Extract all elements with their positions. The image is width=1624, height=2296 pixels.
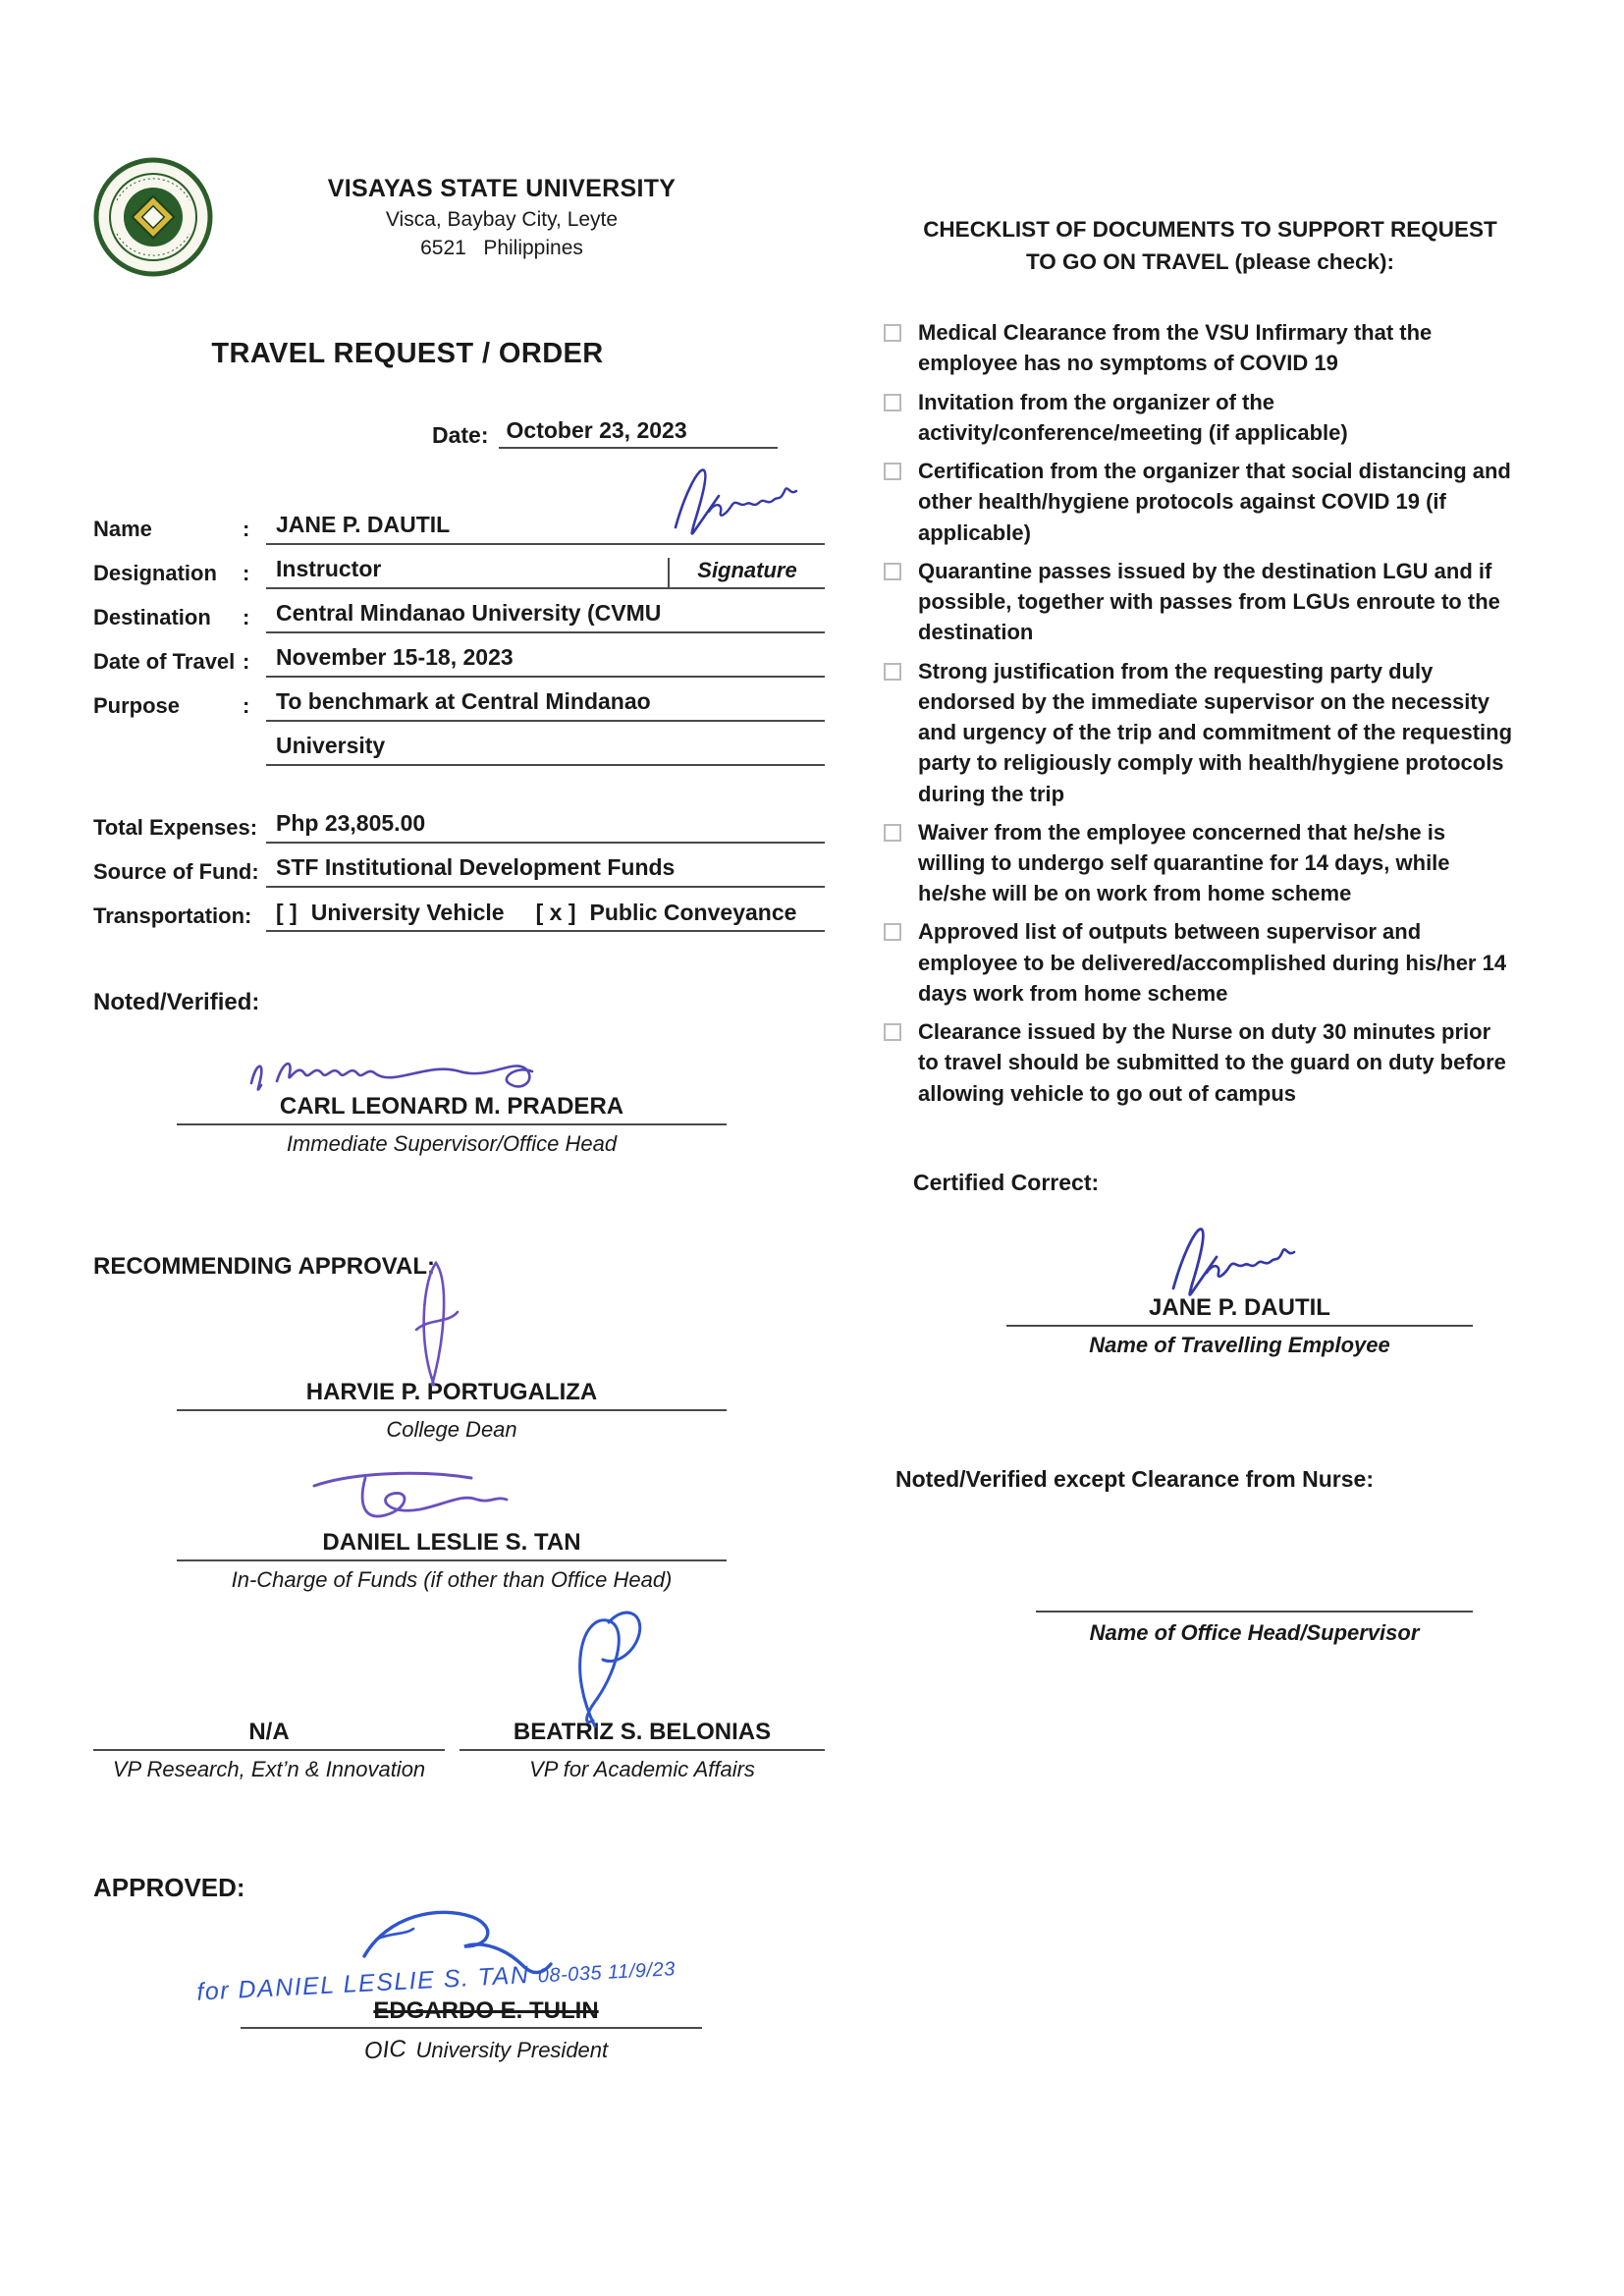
checklist-heading-line1: CHECKLIST OF DOCUMENTS TO SUPPORT REQUEST [923, 217, 1497, 242]
university-seal-icon [93, 157, 213, 277]
checkbox-icon [884, 824, 901, 842]
field-name-value: JANE P. DAUTIL [266, 512, 825, 545]
office-head-sign-block [1036, 1611, 1473, 1646]
checklist-heading-line2: TO GO ON TRAVEL (please check): [1025, 248, 1395, 274]
date-value: October 23, 2023 [499, 417, 778, 449]
university-vehicle-checkbox: [ ] [276, 900, 298, 925]
checklist-item-text: Strong justification from the requesting party duly endorsed by the immediate supervisor on the necessity and urgency of the trip and commitment of the requesting party to religiously comply with health/hygiene protocols during the trip [918, 658, 1513, 806]
field-transportation-label: Transportation: [93, 903, 252, 928]
field-purpose-colon: : [243, 693, 250, 718]
certified-correct-heading: Certified Correct: [913, 1169, 1100, 1195]
university-name: VISAYAS STATE UNIVERSITY [327, 174, 677, 202]
field-designation-label: Designation [93, 561, 217, 585]
field-transportation [93, 899, 825, 932]
handwritten-codes: 08-035 11/9/23 [537, 1958, 677, 1988]
recommending-approval-heading: RECOMMENDING APPROVAL: [93, 1253, 435, 1280]
supervisor-sign-block [177, 1093, 727, 1157]
letterhead [93, 157, 771, 277]
office-head-title: Name of Office Head/Supervisor [1089, 1619, 1420, 1645]
letterhead-text [233, 175, 771, 260]
field-name [93, 512, 825, 545]
president-sign-block [195, 1958, 741, 2065]
field-purpose [93, 688, 825, 722]
form-title: TRAVEL REQUEST / ORDER [211, 338, 604, 369]
field-date-of-travel-colon: : [243, 649, 250, 674]
checklist [884, 317, 1537, 1109]
checklist-item [884, 1016, 1537, 1109]
checklist-item [884, 317, 1537, 378]
funds-incharge-title: In-Charge of Funds (if other than Office Head) [231, 1567, 673, 1592]
field-purpose-spacer [93, 763, 243, 766]
vp-research-block [93, 1719, 445, 1782]
checklist-item [884, 817, 1537, 909]
supervisor-name: CARL LEONARD M. PRADERA [177, 1093, 727, 1125]
field-name-label: Name [93, 517, 152, 541]
president-name: EDGARDO E. TULIN [373, 1997, 599, 2024]
field-destination-label: Destination [93, 605, 211, 629]
field-total-expenses-label: Total Expenses: [93, 815, 258, 840]
form-fields [93, 512, 825, 932]
checklist-item [884, 456, 1537, 548]
supervisor-title: Immediate Supervisor/Office Head [286, 1131, 618, 1156]
checklist-item [884, 916, 1537, 1009]
checklist-item-text: Waiver from the employee concerned that he/she is willing to undergo self quarantine for 14 days, while he/she will be on work from home scheme [918, 819, 1450, 906]
field-designation-value: Instructor [266, 556, 668, 589]
university-address-line2: 6521 Philippines [420, 236, 583, 259]
field-purpose-value-line2: University [266, 733, 825, 766]
field-source-of-fund-value: STF Institutional Development Funds [266, 854, 825, 888]
field-source-of-fund [93, 854, 825, 888]
checklist-heading [896, 214, 1525, 278]
date-label: Date: [432, 422, 489, 448]
university-vehicle-label: University Vehicle [310, 900, 505, 925]
signature-beatriz-icon [548, 1603, 705, 1730]
checklist-item-text: Clearance issued by the Nurse on duty 30 minutes prior to travel should be submitted to the guard on duty before allowing vehicle to go out of campus [918, 1019, 1506, 1106]
approved-section [93, 1873, 825, 2064]
public-conveyance-checkbox: [ x ] [535, 900, 576, 925]
field-date-of-travel-value: November 15-18, 2023 [266, 644, 825, 678]
president-line [241, 2027, 702, 2029]
dean-name: HARVIE P. PORTUGALIZA [177, 1379, 727, 1411]
travelling-employee-title: Name of Travelling Employee [1089, 1332, 1390, 1357]
travelling-employee-name: JANE P. DAUTIL [1006, 1294, 1473, 1327]
checklist-item-text: Invitation from the organizer of the activity/conference/meeting (if applicable) [918, 389, 1348, 445]
field-designation-colon: : [243, 561, 250, 585]
checkbox-icon [884, 394, 901, 411]
signature-cell-label: Signature [668, 558, 825, 589]
travelling-employee-sign-block [1006, 1294, 1473, 1358]
funds-incharge-sign-block [177, 1529, 727, 1593]
vp-row [93, 1719, 825, 1782]
checklist-item-text: Quarantine passes issued by the destination LGU and if possible, together with passes from LGUs enroute to the destination [918, 558, 1500, 645]
checklist-item [884, 387, 1537, 448]
field-purpose-line2 [93, 733, 825, 766]
university-address-line1: Visca, Baybay City, Leyte [385, 207, 619, 231]
date-row [432, 417, 778, 449]
office-head-line [1036, 1611, 1473, 1613]
section-gap [93, 777, 825, 810]
checkbox-icon [884, 563, 901, 580]
right-column [884, 214, 1537, 1646]
noted-verified-heading: Noted/Verified: [93, 989, 260, 1015]
checkbox-icon [884, 463, 901, 480]
left-column [93, 157, 825, 2064]
field-date-of-travel-label: Date of Travel [93, 649, 236, 674]
president-title [231, 2037, 741, 2064]
dean-title: College Dean [386, 1417, 517, 1442]
dean-sign-block [177, 1379, 727, 1443]
field-date-of-travel [93, 644, 825, 678]
field-total-expenses [93, 810, 825, 844]
checklist-item [884, 556, 1537, 648]
public-conveyance-label: Public Conveyance [589, 900, 797, 925]
field-total-expenses-value: Php 23,805.00 [266, 810, 825, 844]
field-purpose-label: Purpose [93, 693, 181, 718]
checkbox-icon [884, 923, 901, 941]
field-transportation-value [266, 899, 825, 932]
handwritten-for-daniel: for DANIEL LESLIE S. TAN [195, 1961, 531, 2006]
vp-academic-title: VP for Academic Affairs [529, 1757, 755, 1781]
approved-heading: APPROVED: [93, 1873, 245, 1902]
field-name-colon: : [243, 517, 250, 541]
checkbox-icon [884, 663, 901, 681]
funds-incharge-name: DANIEL LESLIE S. TAN [177, 1529, 727, 1561]
checkbox-icon [884, 1023, 901, 1041]
field-destination-colon: : [243, 605, 250, 629]
noted-except-heading: Noted/Verified except Clearance from Nurse: [895, 1465, 1374, 1492]
vp-research-name: N/A [93, 1719, 445, 1751]
president-title-text: University President [415, 2038, 609, 2062]
field-purpose-spacer2 [243, 763, 266, 766]
checklist-item-text: Approved list of outputs between supervisor and employee to be delivered/accomplished during his/her 14 days work from home scheme [918, 919, 1507, 1006]
field-destination [93, 600, 825, 633]
checklist-item [884, 656, 1537, 809]
vp-academic-block [460, 1719, 825, 1782]
oic-handwritten: OIC [362, 2035, 407, 2065]
checklist-item-text: Medical Clearance from the VSU Infirmary that the employee has no symptoms of COVID 19 [918, 320, 1433, 376]
field-destination-value: Central Mindanao University (CVMU [266, 600, 825, 633]
checklist-item-text: Certification from the organizer that social distancing and other health/hygiene protocols against COVID 19 (if applicable) [918, 459, 1511, 545]
field-designation [93, 556, 825, 589]
field-source-of-fund-label: Source of Fund: [93, 859, 259, 884]
vp-academic-name: BEATRIZ S. BELONIAS [460, 1719, 825, 1751]
vp-research-title: VP Research, Ext’n & Innovation [112, 1757, 426, 1781]
checkbox-icon [884, 324, 901, 342]
signature-jane-certified-icon [1154, 1218, 1311, 1300]
noted-verified-section [93, 989, 825, 1157]
signature-daniel-icon [304, 1450, 540, 1534]
field-purpose-value-line1: To benchmark at Central Mindanao [266, 688, 825, 722]
recommending-approval-section [93, 1253, 825, 1782]
